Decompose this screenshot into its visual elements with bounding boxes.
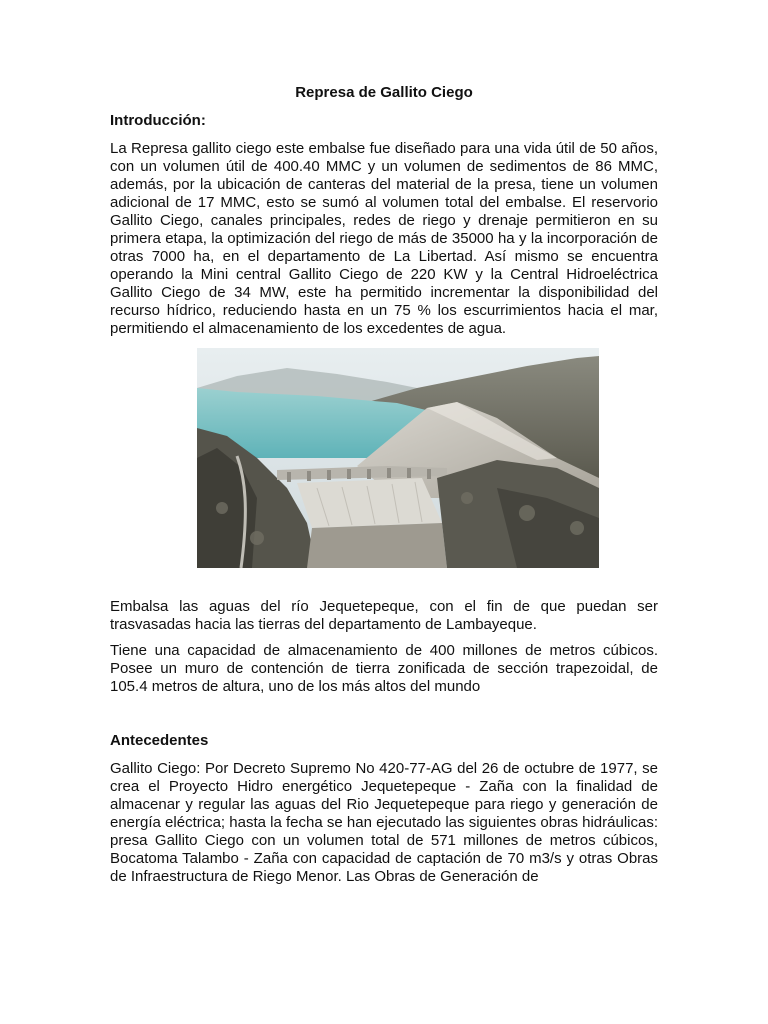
paragraph-river: Embalsa las aguas del río Jequetepeque, con el fin de que puedan ser trasvasadas hacia las tierras del departamento de Lambayeque. [110, 598, 658, 633]
intro-paragraph: La Represa gallito ciego este embalse fue diseñado para una vida útil de 50 años, con un volumen útil de 400.40 MMC y un volumen de sedimentos de 86 MMC, además, por la ubicación de canteras del material de la presa, tiene un volumen adicional de 17 MMC, esto se sumó al volumen total del embalse. El reservorio Gallito Ciego, canales principales, redes de riego y drenaje permitieron en su primera etapa, la optimización del riego de más de 35000 ha y la incorporación de otras 7000 ha, en el departamento de La Libertad. Así mismo se encuentra operando la Mini central Gallito Ciego de 220 KW y la Central Hidroeléctrica Gallito Ciego de 34 MW, este ha permitido incrementar la disponibilidad del recurso hídrico, reduciendo hasta en un 75 % los escurrimientos hacia el mar, permitiendo el almacenamiento de los excedentes de agua. [110, 140, 658, 337]
intro-heading: Introducción: [110, 112, 206, 129]
document-body [110, 84, 658, 894]
dam-photo-illustration [197, 348, 599, 568]
page-title: Represa de Gallito Ciego [295, 84, 473, 101]
spacer [110, 704, 658, 732]
background-paragraph: Gallito Ciego: Por Decreto Supremo No 420-77-AG del 26 de octubre de 1977, se crea el Proyecto Hidro energético Jequetepeque - Zaña con la finalidad de almacenar y regular las aguas del Rio Jequetepeque para riego y generación de energía eléctrica; hasta la fecha se han ejecutado las siguientes obras hidráulicas: presa Gallito Ciego con un volumen total de 571 millones de metros cúbicos, Bocatoma Talambo - Zaña con capacidad de captación de 70 m3/s y otras Obras de Infraestructura de Riego Menor. Las Obras de Generación de [110, 760, 658, 885]
dam-reservoir-photo [197, 348, 599, 568]
spacer [110, 568, 658, 598]
background-heading: Antecedentes [110, 732, 209, 749]
paragraph-capacity: Tiene una capacidad de almacenamiento de 400 millones de metros cúbicos. Posee un muro de contención de tierra zonificada de sección trapezoidal, de 105.4 metros de altura, uno de los más altos del mundo [110, 642, 658, 695]
